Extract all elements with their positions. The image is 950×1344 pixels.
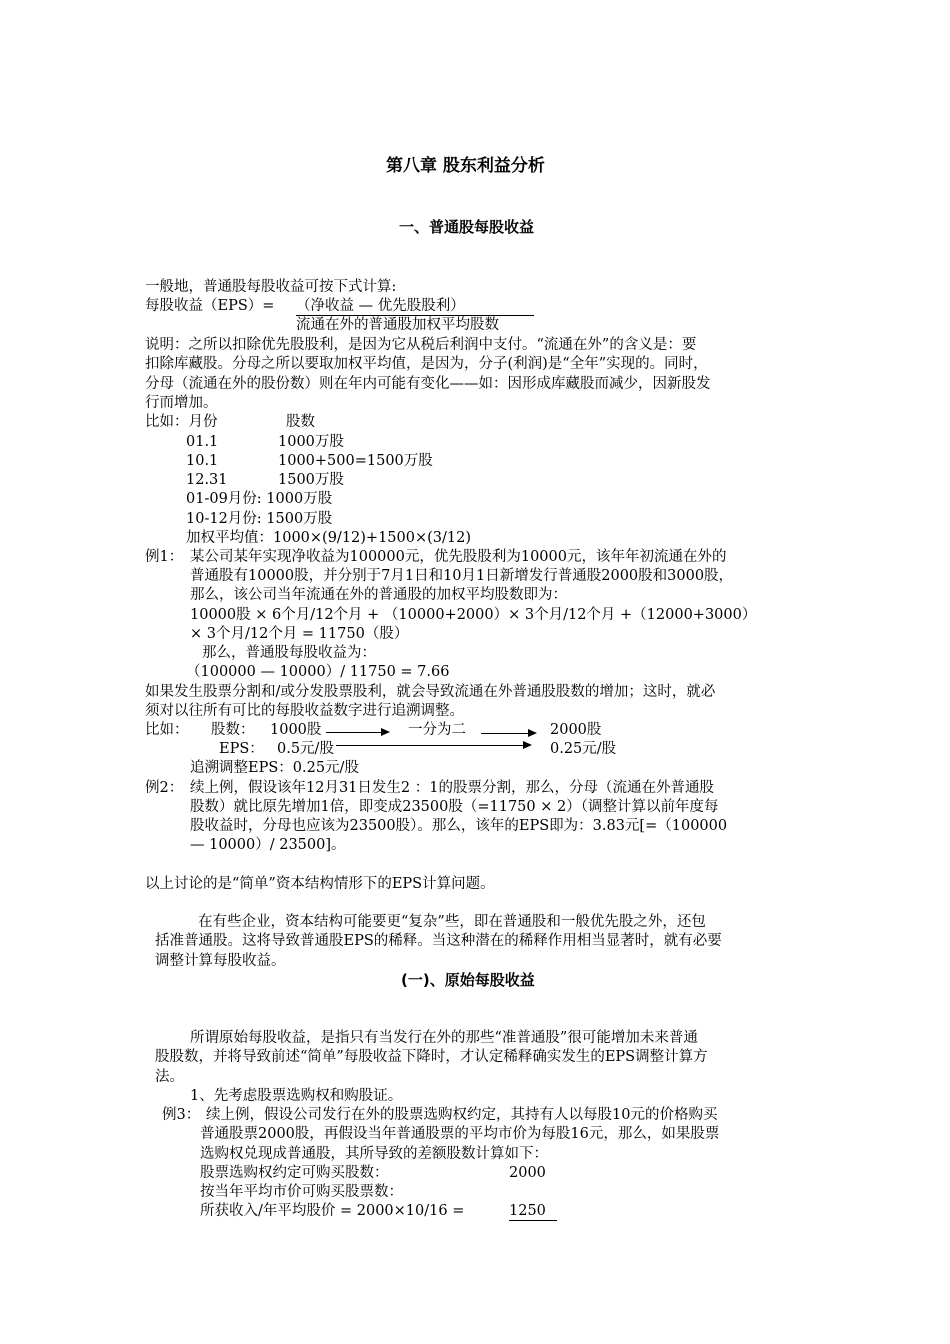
split-example-label: 比如： — [145, 722, 189, 738]
table-label: 比如：月份 — [145, 414, 218, 430]
split-text: 一分为二 — [408, 722, 466, 738]
formula-lhs: 每股收益（EPS）= — [145, 298, 275, 314]
period-line: 10-12月份: 1500万股 — [186, 511, 333, 527]
table-col-header: 股数 — [286, 414, 315, 430]
original-line: 法。 — [155, 1069, 184, 1085]
split-note-line: 须对以往所有可比的每股收益数字进行追溯调整。 — [145, 703, 464, 719]
weighted-average: 加权平均值：1000×(9/12)+1500×(3/12) — [186, 530, 472, 546]
example1-label: 例1： — [145, 549, 184, 565]
eps-after: 0.25元/股 — [550, 741, 617, 757]
arrow-2 — [481, 733, 535, 734]
shares-after: 2000股 — [550, 722, 602, 738]
example2-line: — 10000）/ 23500]。 — [190, 837, 346, 853]
explanation-line: 扣除库藏股。分母之所以要取加权平均值，是因为，分子(利润)是“全年”实现的。同时， — [145, 356, 708, 372]
example1-line: 普通股有10000股，并分别于7月1日和10月1日新增发行普通股2000股和3000股， — [190, 568, 734, 584]
section-title: (一)、原始每股收益 — [401, 971, 535, 989]
chapter-title: 第八章 股东利益分析 — [386, 156, 545, 176]
complex-line: 在有些企业，资本结构可能要更“复杂”些，即在普通股和一般优先股之外，还包 — [198, 914, 706, 930]
example2-line: 续上例，假设该年12月31日发生2 ：1的股票分割，那么，分母（流通在外普通股 — [190, 780, 714, 796]
example1-line: 某公司某年实现净收益为100000元，优先股股利为10000元，该年年初流通在外的 — [190, 549, 727, 565]
example2-line: 股收益时，分母也应该为23500股）。那么，该年的EPS即为：3.83元[=（100000 — [190, 818, 728, 834]
example3-line: 选购权兑现成普通股，其所导致的差额股数计算如下： — [200, 1146, 548, 1162]
example1-line: 10000股 × 6个月/12个月 + （10000+2000）× 3个月/12个月 +（12000+3000） — [190, 607, 757, 623]
calc-label: 股票选购权约定可购买股数： — [200, 1165, 389, 1181]
shares-label: 股数： — [211, 722, 255, 738]
example1-line: 那么，该公司当年流通在外的普通股的加权平均股数即为： — [190, 587, 567, 603]
example3-line: 普通股票2000股，再假设当年普通股票的平均市价为每股16元，那么，如果股票 — [200, 1126, 720, 1142]
period-line: 01-09月份: 1000万股 — [186, 491, 333, 507]
example1-line: × 3个月/12个月 = 11750（股） — [190, 626, 409, 642]
explanation-line: 分母（流通在外的股份数）则在年内可能有变化——如：因形成库藏股而减少，因新股发 — [145, 376, 711, 392]
calc-value: 1250 — [509, 1202, 557, 1221]
example3-label: 例3： — [162, 1107, 201, 1123]
arrow-1 — [326, 732, 388, 733]
complex-line: 括准普通股。这将导致普通股EPS的稀释。当这种潜在的稀释作用相当显著时，就有必要 — [155, 933, 722, 949]
example3-line: 续上例，假设公司发行在外的股票选购权约定，其持有人以每股10元的价格购买 — [206, 1107, 718, 1123]
explanation-line: 行而增加。 — [145, 395, 218, 411]
eps-before: 0.5元/股 — [277, 741, 334, 757]
section-title: 一、普通股每股收益 — [399, 218, 535, 236]
calc-label: 按当年平均市价可购买股票数： — [200, 1184, 403, 1200]
example2-line: 股数）就比原先增加1倍，即变成23500股（=11750 × 2）（调整计算以前年度每 — [190, 799, 719, 815]
table-shares: 1000万股 — [278, 434, 344, 450]
original-line: 所谓原始每股收益，是指只有当发行在外的那些“准普通股”很可能增加未来普通 — [190, 1030, 698, 1046]
arrow-3 — [336, 745, 530, 746]
shares-before: 1000股 — [270, 722, 322, 738]
eps-label: EPS： — [219, 741, 264, 757]
adjusted-eps: 追溯调整EPS：0.25元/股 — [190, 760, 359, 776]
intro-line: 一般地，普通股每股收益可按下式计算: — [145, 279, 397, 295]
complex-line: 调整计算每股收益。 — [155, 953, 286, 969]
split-note-line: 如果发生股票分割和/或分发股票股利，就会导致流通在外普通股股数的增加；这时，就必 — [145, 684, 716, 700]
calc-label: 所获收入/年平均股价 = 2000×10/16 = — [200, 1203, 465, 1219]
example1-line: 那么，普通股每股收益为： — [202, 645, 376, 661]
simple-note: 以上讨论的是“简单”资本结构情形下的EPS计算问题。 — [145, 876, 495, 892]
table-shares: 1000+500=1500万股 — [278, 453, 433, 469]
formula-denominator: 流通在外的普通股加权平均股数 — [296, 317, 499, 333]
example1-line: （100000 — 10000）/ 11750 = 7.66 — [186, 664, 450, 680]
step-1: 1、先考虑股票选购权和购股证。 — [190, 1088, 403, 1104]
calc-value: 2000 — [509, 1165, 546, 1181]
table-month: 12.31 — [186, 472, 228, 488]
table-month: 01.1 — [186, 434, 219, 450]
table-shares: 1500万股 — [278, 472, 344, 488]
formula-numerator: （净收益 — 优先股股利） — [296, 298, 465, 314]
table-month: 10.1 — [186, 453, 219, 469]
original-line: 股股数，并将导致前述“简单”每股收益下降时，才认定稀释确实发生的EPS调整计算方 — [155, 1049, 708, 1065]
explanation-line: 说明：之所以扣除优先股股利，是因为它从税后利润中支付。“流通在外”的含义是：要 — [145, 337, 697, 353]
example2-label: 例2： — [145, 780, 184, 796]
